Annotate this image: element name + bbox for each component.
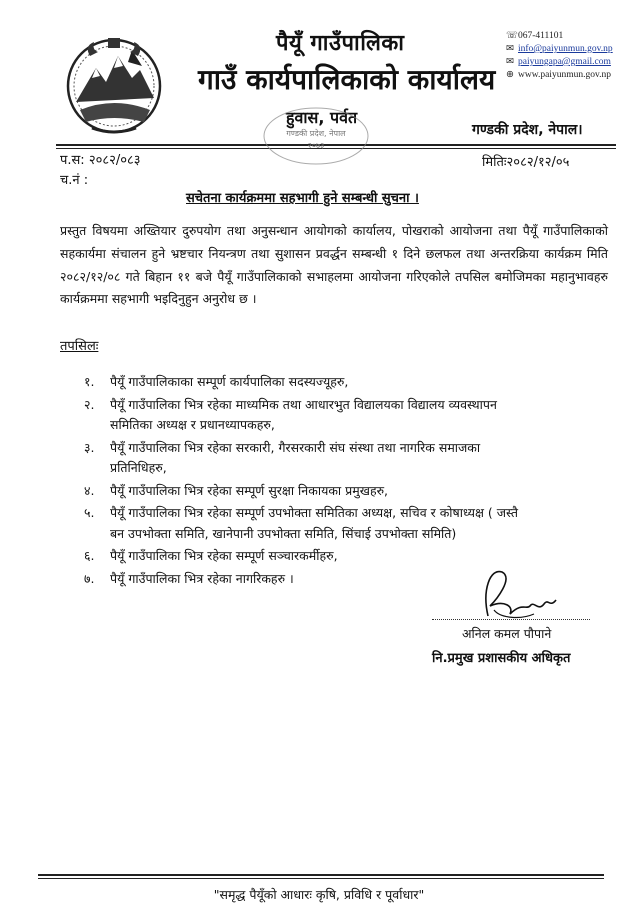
signatory-name: अनिल कमल पौपाने (462, 626, 552, 641)
list-item-number: २. (84, 396, 95, 412)
stamp-year: २०७३ (307, 141, 325, 150)
list-item-number: ६. (84, 548, 95, 563)
reference-number: प.स: २०८२/०८३ (60, 153, 141, 168)
contact-website-text: www.paiyunmun.gov.np (518, 70, 611, 80)
letter-date: मितिः२०८२/१२/०५ (482, 155, 570, 170)
list-item-text: पैयूँ गाउँपालिका भित्र रहेका सम्पूर्ण उपभोक्ता समितिका अध्यक्ष, सचिव र कोषाध्यक्ष ( जस्तै (110, 505, 519, 520)
list-item-text: पैयूँ गाउँपालिका भित्र रहेका माध्यमिक तथा आधारभुत विद्यालयका विद्यालय व्यवस्थापन (110, 396, 497, 412)
list-item-text: पैयूँ गाउँपालिका भित्र रहेका नागरिकहरु । (110, 570, 294, 586)
globe-icon: ⊕ (506, 70, 514, 80)
list-item-continuation: समितिका अध्यक्ष र प्रधानध्यापकहरु, (110, 417, 275, 432)
contact-email-link[interactable]: info@paiyunmun.gov.np (518, 44, 613, 54)
contact-website (506, 69, 611, 80)
list-item-number: ५. (84, 505, 95, 520)
contact-email-2 (506, 56, 611, 67)
letter-subject: सचेतना कार्यक्रममा सहभागी हुने सम्बन्धी सुचना । (186, 191, 419, 206)
letter-body: प्रस्तुत विषयमा अख्तियार दुरुपयोग तथा अनुसन्धान आयोगको कार्यालय, पोखराको आयोजना तथा पैयूँ गाउँपालिकाको सहकार्यमा संचालन हुने भ्रष्टचार नियन्त्रण तथा सुशासन प्रवर्द्धन सम्बन्धी १ दिने छलफल तथा अन्तरक्रिया कार्यक्रम मिति २०८२/१२/०८ गते बिहान ११ बजे पैयूँ गाउँपालिकाको सभाहलमा आयोजना गरिएकोले तपसिल बमोजिमका महानुभावहरु कार्यक्रममा सहभागी भइदिनुहुन अनुरोध छ । (60, 223, 608, 307)
mail-icon: ✉ (506, 57, 514, 67)
recipient-list (84, 372, 614, 591)
office-title: गाउँ कार्यपालिकाको कार्यालय (198, 63, 496, 96)
office-stamp (260, 96, 372, 168)
list-item-text: पैयूँ गाउँपालिका भित्र रहेका सरकारी, गैरसरकारी संघ संस्था तथा नागरिक समाजका (110, 439, 481, 455)
list-item-number: ३. (84, 439, 95, 455)
office-location: हुवास, पर्वत (286, 108, 358, 127)
contact-phone-text: 067-411101 (518, 31, 564, 41)
list-item-number: ४. (84, 482, 95, 498)
stamp-text: गण्डकी प्रदेश, नेपाल (286, 129, 346, 138)
list-item (84, 372, 614, 393)
mail-icon: ✉ (506, 44, 514, 54)
list-item-continuation: प्रतिनिधिहरु, (110, 460, 167, 475)
list-item-text: पैयूँ गाउँपालिकाका सम्पूर्ण कार्यपालिका सदस्यज्यूहरु, (110, 374, 349, 389)
list-item-text: पैयूँ गाउँपालिका भित्र रहेका सम्पूर्ण सञ्चारकर्मीहरु, (110, 548, 338, 563)
list-item-number: ७. (84, 570, 95, 586)
list-item-number: १. (84, 374, 95, 389)
signature-line (432, 619, 590, 620)
contact-email-1 (506, 43, 613, 54)
province-text: गण्डकी प्रदेश, नेपाल। (472, 122, 583, 138)
municipality-name: पैयूँ गाउँपालिका (276, 31, 405, 56)
list-item (84, 438, 614, 479)
dispatch-number: च.नं : (60, 173, 89, 188)
footer-divider-thin (38, 878, 604, 879)
phone-icon: ☏ (506, 31, 518, 41)
contact-phone (506, 30, 563, 41)
footer-motto: "समृद्ध पैयूँको आधारः कृषि, प्रविधि र पूर्वाधार" (213, 887, 425, 902)
list-item-text: पैयूँ गाउँपालिका भित्र रहेका सम्पूर्ण सुरक्षा निकायका प्रमुखहरु, (110, 482, 389, 498)
nepal-emblem-logo (62, 32, 166, 138)
list-item-continuation: बन उपभोक्ता समिति, खानेपानी उपभोक्ता समिति, सिंचाई उपभोक्ता समिति) (110, 525, 457, 541)
signatory-title: नि.प्रमुख प्रशासकीय अधिकृत (432, 651, 571, 666)
footer-divider (38, 874, 604, 876)
list-item (84, 481, 614, 502)
list-item (84, 395, 614, 436)
contact-email-link[interactable]: paiyungapa@gmail.com (518, 57, 611, 67)
list-item (84, 503, 614, 544)
annex-heading: तपसिलः (60, 339, 99, 354)
